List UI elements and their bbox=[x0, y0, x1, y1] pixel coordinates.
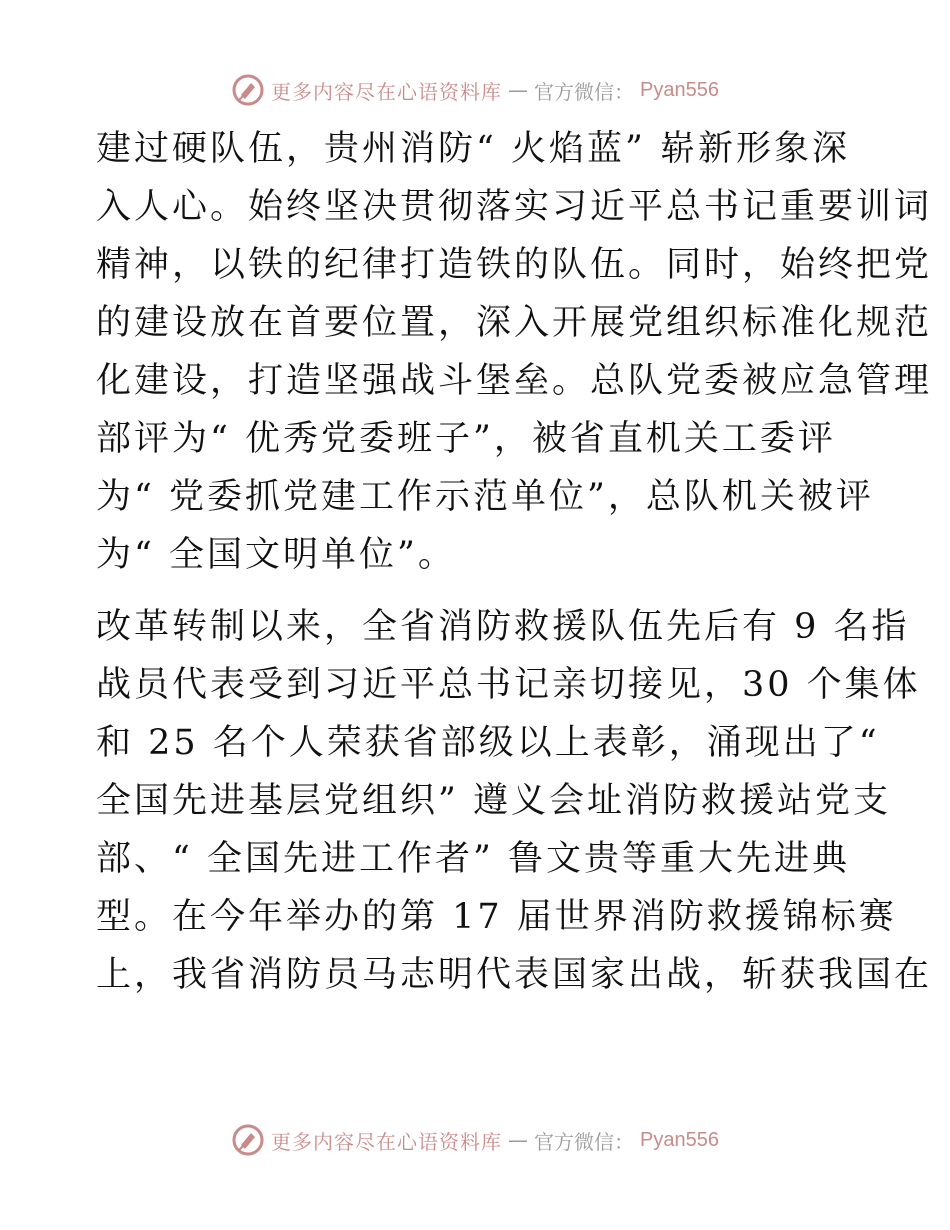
logo-icon bbox=[231, 1123, 265, 1157]
watermark-dash: — bbox=[508, 78, 529, 102]
text-line: 战员代表受到习近平总书记亲切接见，30 个集体 bbox=[96, 665, 921, 705]
text-line: 全国先进基层党组织” 遵义会址消防救援站党支 bbox=[96, 781, 892, 821]
text-line: 入人心。始终坚决贯彻落实习近平总书记重要训词 bbox=[96, 187, 933, 227]
watermark-label: 官方微信： bbox=[534, 1129, 635, 1154]
text-line: 精神，以铁的纪律打造铁的队伍。同时，始终把党 bbox=[96, 245, 933, 285]
text-line: 部评为“ 优秀党委班子”，被省直机关工委评 bbox=[96, 419, 836, 459]
text-line: 上，我省消防员马志明代表国家出战，斩获我国在 bbox=[96, 955, 933, 995]
text-line: 为“ 全国文明单位”。 bbox=[96, 535, 456, 575]
text-line: 的建设放在首要位置，深入开展党组织标准化规范 bbox=[96, 303, 933, 343]
paragraph bbox=[96, 120, 933, 584]
text-line: 部、“ 全国先进工作者” 鲁文贵等重大先进典 bbox=[96, 839, 851, 879]
paragraph bbox=[96, 598, 933, 1004]
text-line: 和 25 名个人荣获省部级以上表彰，涌现出了“ bbox=[96, 723, 880, 763]
watermark-label: 官方微信： bbox=[534, 79, 635, 104]
text-line: 改革转制以来，全省消防救援队伍先后有 9 名指 bbox=[96, 607, 910, 647]
header-watermark bbox=[0, 70, 950, 110]
paragraph-spacer bbox=[96, 584, 856, 598]
watermark-id: Pyan556 bbox=[640, 1128, 719, 1151]
text-line: 为“ 党委抓党建工作示范单位”，总队机关被评 bbox=[96, 477, 874, 517]
logo-icon bbox=[231, 73, 265, 107]
text-line: 建过硬队伍，贵州消防“ 火焰蓝” 崭新形象深 bbox=[96, 129, 851, 169]
document-body bbox=[96, 120, 933, 1004]
watermark-brand: 更多内容尽在心语资料库 bbox=[271, 1129, 503, 1154]
watermark-id: Pyan556 bbox=[640, 78, 719, 101]
footer-watermark bbox=[0, 1120, 950, 1160]
text-line: 化建设，打造坚强战斗堡垒。总队党委被应急管理 bbox=[96, 361, 933, 401]
watermark-brand: 更多内容尽在心语资料库 bbox=[271, 79, 503, 104]
watermark-dash: — bbox=[508, 1128, 529, 1152]
text-line: 型。在今年举办的第 17 届世界消防救援锦标赛 bbox=[96, 897, 897, 937]
